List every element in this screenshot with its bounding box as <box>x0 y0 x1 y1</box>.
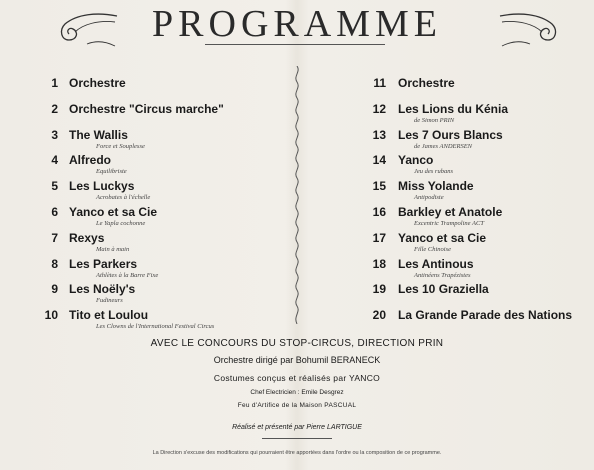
item-number: 5 <box>51 179 58 194</box>
act-description: Antinéens Trapézistes <box>414 271 471 279</box>
item-number: 18 <box>372 256 386 271</box>
credit-line-electricien: Chef Electricien : Emile Desgrez <box>250 389 344 396</box>
item-number: 14 <box>372 153 386 168</box>
act-name: Yanco et sa Cie <box>398 230 487 245</box>
item-number: 3 <box>51 127 58 142</box>
item-number: 15 <box>372 179 386 194</box>
act-name: Yanco <box>398 153 434 168</box>
credit-line-realise: Réalisé et présenté par Pierre LARTIGUE <box>232 424 362 431</box>
act-description: Equilibriste <box>96 168 127 176</box>
item-number: 12 <box>372 101 386 116</box>
act-description: Jeu des rubans <box>414 168 453 176</box>
act-description: Fille Chinoise <box>414 245 452 253</box>
act-name: Les Lions du Kénia <box>398 101 509 116</box>
act-name: Les 10 Graziella <box>398 282 489 297</box>
title-rule <box>205 44 385 45</box>
item-number: 16 <box>372 204 386 219</box>
item-number: 13 <box>372 127 386 142</box>
item-number: 11 <box>373 76 386 90</box>
act-description: Athlètes à la Barre Fixe <box>96 271 159 279</box>
act-name: Miss Yolande <box>398 179 474 194</box>
act-name: Les 7 Ours Blancs <box>398 127 503 142</box>
item-number: 17 <box>372 230 386 245</box>
act-name: Les Parkers <box>69 256 138 271</box>
act-name: Orchestre <box>69 76 126 90</box>
act-description: de Simon PRIN <box>414 116 455 124</box>
act-name: La Grande Parade des Nations <box>398 308 573 323</box>
item-number: 4 <box>51 153 58 168</box>
act-description: Les Clowns de l'International Festival Circus <box>96 323 215 331</box>
item-number: 6 <box>51 204 58 219</box>
act-description: Le Yapla cochonne <box>96 219 146 227</box>
credit-line-orchestre: Orchestre dirigé par Bohumil BERANECK <box>213 355 381 365</box>
act-description: Force et Souplesse <box>96 142 145 150</box>
item-number: 10 <box>44 308 58 323</box>
act-name: Barkley et Anatole <box>398 204 503 219</box>
page-title: PROGRAMME <box>152 3 442 45</box>
rope-divider-icon <box>293 66 301 324</box>
act-name: Tito et Loulou <box>69 308 149 323</box>
item-number: 19 <box>372 282 386 297</box>
act-name: Rexys <box>69 230 105 245</box>
act-name: Yanco et sa Cie <box>69 204 158 219</box>
credit-line-costumes: Costumes conçus et réalisés par YANCO <box>213 373 381 383</box>
credit-line-artifice: Feu d'Artifice de la Maison PASCUAL <box>237 402 357 409</box>
act-name: Orchestre <box>398 76 455 90</box>
act-description: Main à main <box>96 245 130 253</box>
act-name: The Wallis <box>69 127 128 142</box>
act-description: de James ANDERSEN <box>414 142 473 150</box>
item-number: 7 <box>51 230 58 245</box>
act-description: Excentric Trampoline ACT <box>414 219 484 227</box>
item-number: 20 <box>372 308 386 323</box>
act-description: Fudineurs <box>96 297 123 305</box>
act-name: Les Noëly's <box>69 282 136 297</box>
item-number: 2 <box>51 101 58 116</box>
disclaimer-note: La Direction s'excuse des modifications qui pourraient être apportées dans l'ordre ou la composition de ce programme. <box>152 450 442 456</box>
act-name: Alfredo <box>69 153 111 168</box>
act-name: Les Antinous <box>398 256 474 271</box>
item-number: 9 <box>51 282 58 297</box>
item-number: 1 <box>51 76 58 90</box>
act-name: Les Luckys <box>69 179 135 194</box>
credit-line-concours: AVEC LE CONCOURS DU STOP-CIRCUS, DIRECTION PRIN <box>150 338 444 349</box>
credits-rule <box>262 438 332 439</box>
right-flourish-icon <box>498 10 560 48</box>
act-description: Antipodiste <box>414 194 444 202</box>
act-description: Acrobates à l'échelle <box>96 194 151 202</box>
item-number: 8 <box>51 256 58 271</box>
act-name: Orchestre "Circus marche" <box>69 101 224 116</box>
